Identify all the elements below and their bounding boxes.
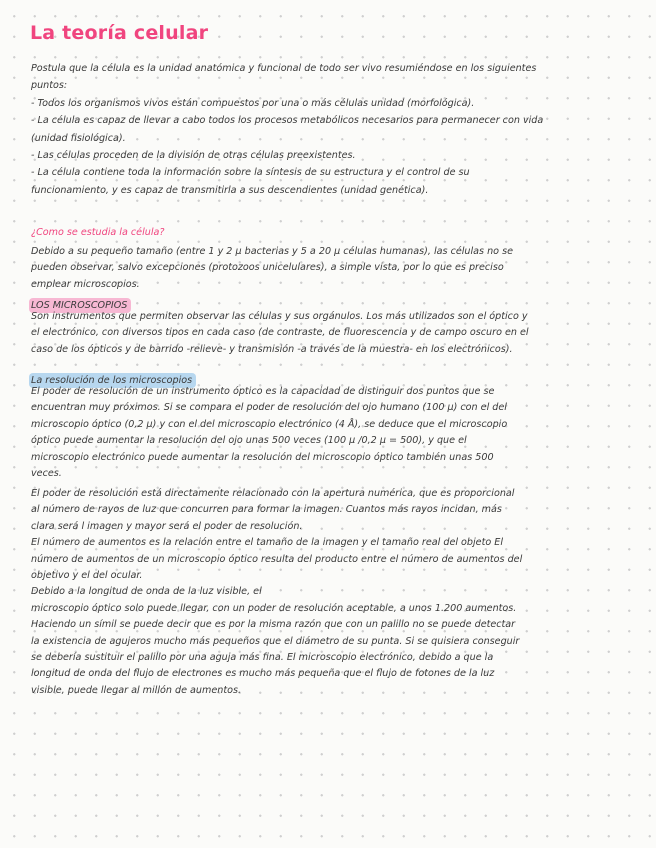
resolution-section (31, 384, 616, 482)
intro-line: Postula que la célula es la unidad anatómica y funcional de todo ser vivo resumiéndose en los siguientes (31, 63, 537, 74)
intro-line: - Las células proceden de la división de otras células preexistentes. (31, 150, 356, 162)
intro-line: - La célula es capaz de llevar a cabo todos los procesos metabólicos necesarios para permanecer con vida (31, 115, 544, 127)
power-line: Haciendo un símil se puede decir que es por la misma razón que con un palillo no se puede detectar (31, 619, 516, 631)
microscopes-line: Son instrumentos que permiten observar las células y sus orgánulos. Los más utilizados son el óptico y (31, 311, 528, 322)
study-line: Debido a su pequeño tamaño (entre 1 y 2 µ bacterias y 5 a 20 µ células humanas), las células no se (31, 246, 513, 257)
power-line: número de aumentos de un microscopio óptico resulta del producto entre el número de aumentos del (31, 553, 523, 565)
power-line: El poder de resolución está directamente relacionado con la apertura numérica, que es proporcional (31, 488, 515, 499)
power-line: clara será l imagen y mayor será el poder de resolución. (31, 520, 303, 532)
resolution-line: microscopio óptico (0,2 µ) y con el del microscopio electrónico (4 Å), se deduce que el microscopio (31, 418, 508, 430)
power-line: objetivo y el del ocular. (31, 570, 143, 582)
power-line: Debido a la longitud de onda de la luz visible, el (31, 586, 262, 598)
power-line: El número de aumentos es la relación entre el tamaño de la imagen y el tamaño real del objeto El (31, 537, 503, 549)
study-section (31, 244, 616, 293)
study-question: ¿Como se estudia la célula? (31, 227, 165, 238)
power-line: la existencia de agujeros mucho más pequeños que el diámetro de su punta. Si se quisiera conseguir (31, 635, 520, 647)
microscopes-line: el electrónico, con diversos tipos en cada caso (de contraste, de fluorescencia y de campo oscuro en el (31, 327, 529, 339)
power-line: visible, puede llegar al millón de aumentos. (31, 684, 242, 696)
resolution-line: veces. (31, 468, 62, 480)
intro-line: funcionamiento, y es capaz de transmitirla a sus descendientes (unidad genética). (31, 184, 429, 196)
power-line: se debería sustituir el palillo por una aguja más fina. El microscopio electrónico, debido a que la (31, 652, 494, 664)
microscopes-line: caso de los ópticos y de barrido -relieve- y transmisión -a través de la muestra- en los electrónicos). (31, 343, 513, 355)
intro-section (31, 60, 616, 199)
intro-line: - Todos los organismos vivos están compuestos por una o más células unidad (morfológica). (31, 97, 475, 109)
page-title: La teoría celular (30, 22, 209, 44)
resolution-line: óptico puede aumentar la resolución del ojo unas 500 veces (100 µ /0,2 µ = 500), y que el (31, 435, 467, 447)
intro-line: puntos: (31, 80, 68, 92)
power-line: microscopio óptico solo puede llegar, con un poder de resolución aceptable, a unos 1.200 aumentos. (31, 602, 517, 614)
power-line: longitud de onda del flujo de electrones es mucho más pequeña que el flujo de fotones de la luz (31, 668, 495, 680)
study-line: emplear microscopios. (31, 278, 140, 290)
power-section (31, 486, 616, 699)
resolution-line: microscopio electrónico puede aumentar la resolución del microscopio óptico también unas 500 (31, 451, 494, 463)
power-line: al número de rayos de luz que concurren para formar la imagen. Cuantos más rayos incidan, más (31, 504, 502, 516)
resolution-heading: La resolución de los microscopios (29, 373, 196, 388)
intro-line: - La célula contiene toda la información sobre la síntesis de su estructura y el control de su (31, 167, 470, 179)
microscopes-section (31, 309, 616, 358)
resolution-line: El poder de resolución de un instrumento óptico es la capacidad de distinguir dos puntos que se (31, 386, 495, 397)
resolution-line: encuentran muy próximos. Si se compara el poder de resolución del ojo humano (100 µ) con el del (31, 402, 507, 414)
study-line: pueden observar, salvo excepciones (protozoos unicelulares), a simple vista, por lo que es preciso (31, 262, 504, 274)
microscopes-heading: LOS MICROSCOPIOS (29, 298, 131, 313)
intro-line: (unidad fisiológica). (31, 132, 126, 144)
